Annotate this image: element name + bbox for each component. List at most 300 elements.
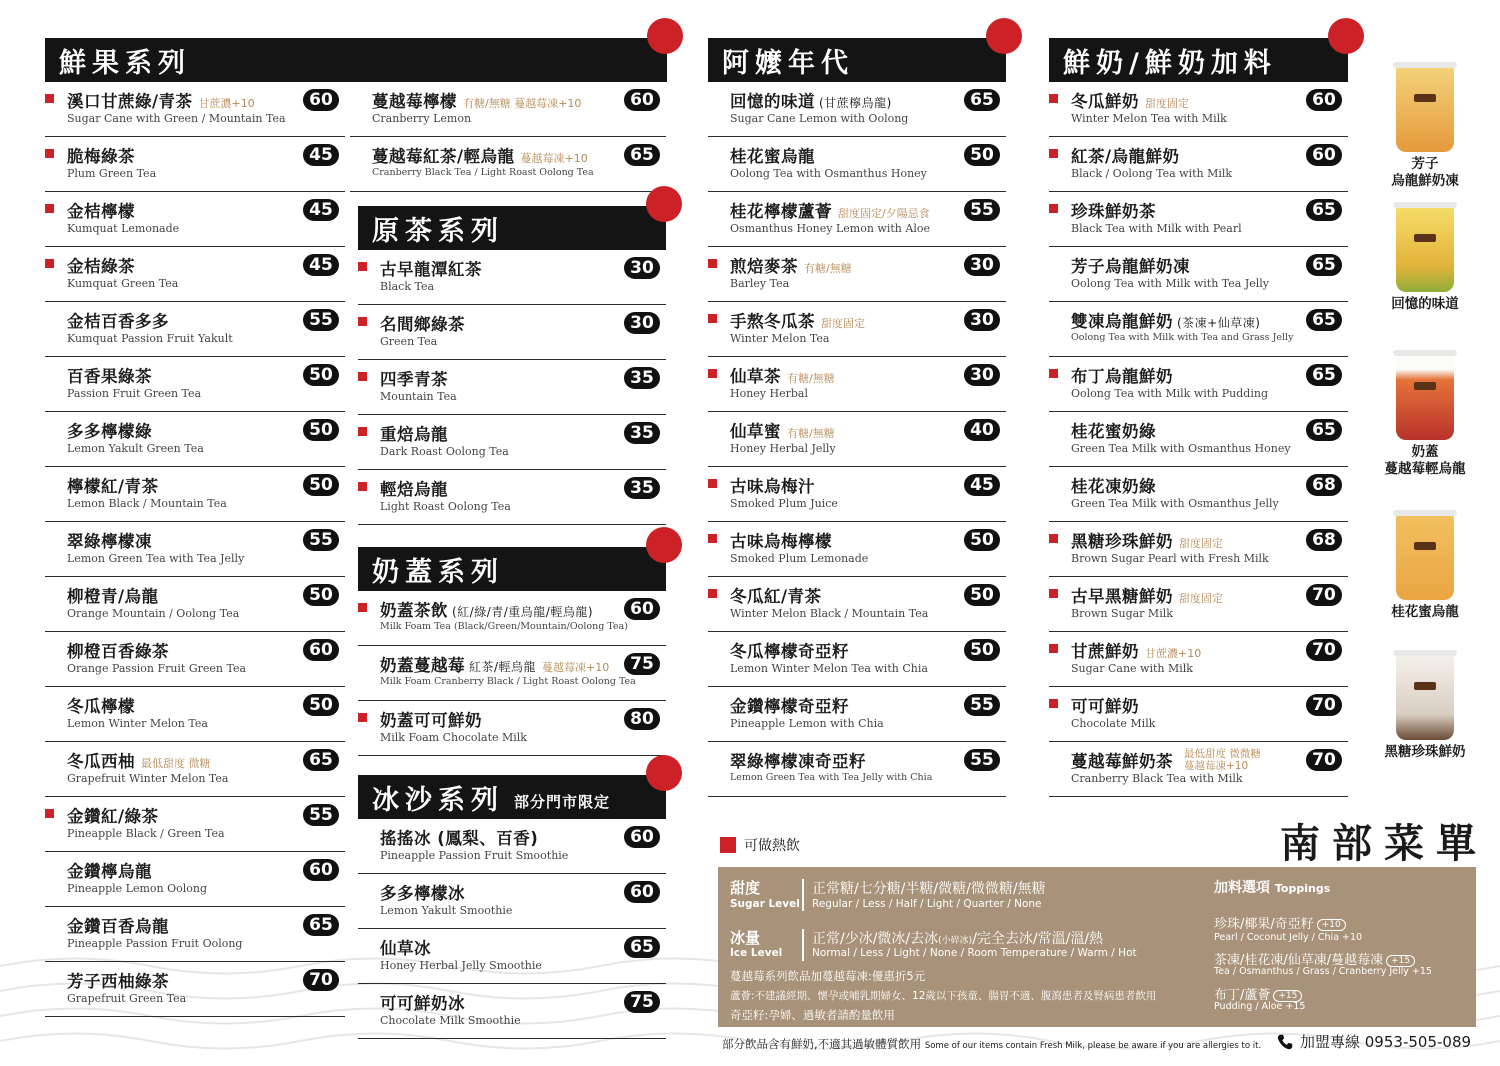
item-english-name: Dark Roast Oolong Tea [380, 445, 509, 458]
menu-item [45, 577, 345, 632]
menu-list [45, 82, 345, 1017]
item-price: 55 [303, 804, 339, 826]
menu-item [708, 522, 1006, 577]
hot-drink-marker [358, 317, 367, 326]
section-subtitle: 部分門市限定 [514, 792, 611, 811]
item-english-name: Lemon Winter Melon Tea [67, 717, 208, 730]
ice-options: 正常/少冰/微冰/去冰(小碎冰)/完全去冰/常溫/溫/熱 [812, 931, 1104, 947]
item-name-detail: (紅/綠/青/重烏龍/輕烏龍) [452, 605, 594, 619]
menu-item [708, 137, 1006, 192]
menu-item [45, 357, 345, 412]
item-name: 冬瓜檸檬奇亞籽 [730, 642, 849, 661]
item-note: 蔓越莓凍+10 [520, 152, 588, 165]
item-english-name: Green Tea [380, 335, 438, 348]
item-english-name: Black / Oolong Tea with Milk [1071, 167, 1233, 180]
hot-drink-marker [358, 372, 367, 381]
menu-item [350, 137, 666, 192]
item-price: 30 [624, 257, 660, 279]
item-name: 布丁烏龍鮮奶 [1071, 367, 1173, 386]
menu-item [358, 470, 666, 525]
item-name: 可可鮮奶冰 [380, 994, 465, 1013]
photo-card [1380, 66, 1470, 190]
item-name: 桂花檸檬蘆薈 甜度固定/夕陽忌食 [730, 202, 930, 221]
ice-options-en: Normal / Less / Light / None / Room Temperature / Warm / Hot [812, 947, 1137, 959]
menu-item [358, 305, 666, 360]
item-name: 桂花凍奶綠 [1071, 477, 1156, 496]
item-english-name: Winter Melon Tea with Milk [1071, 112, 1227, 125]
item-price: 50 [303, 364, 339, 386]
hot-drink-marker [45, 149, 54, 158]
item-price: 55 [303, 529, 339, 551]
item-price: 60 [1306, 144, 1342, 166]
item-name: 古味烏梅汁 [730, 477, 815, 496]
item-name: 金鑽百香烏龍 [67, 917, 169, 936]
menu-item [45, 797, 345, 852]
item-english-name: Milk Foam Chocolate Milk [380, 731, 527, 744]
item-price: 30 [624, 312, 660, 334]
red-sun-icon [646, 755, 682, 791]
item-english-name: Honey Herbal Jelly Smoothie [380, 959, 542, 972]
item-price: 75 [624, 991, 660, 1013]
item-price: 70 [1306, 639, 1342, 661]
item-english-name: Pineapple Passion Fruit Smoothie [380, 849, 569, 862]
item-name: 冬瓜鮮奶 甜度固定 [1071, 92, 1189, 111]
item-english-name: Oolong Tea with Milk with Pudding [1071, 387, 1268, 400]
item-price: 55 [964, 694, 1000, 716]
hot-drink-marker [45, 809, 54, 818]
item-price: 65 [624, 144, 660, 166]
section-milk-foam [358, 547, 666, 756]
item-english-name: Green Tea Milk with Osmanthus Honey [1071, 442, 1291, 455]
item-english-name: Lemon Yakult Green Tea [67, 442, 204, 455]
menu-item [1049, 357, 1348, 412]
item-price: 30 [964, 254, 1000, 276]
item-name: 手熬冬瓜茶 甜度固定 [730, 312, 865, 331]
menu-item [358, 819, 666, 874]
item-name: 芳子西柚綠茶 [67, 972, 169, 991]
menu-list [358, 250, 666, 525]
menu-list [358, 591, 666, 756]
menu-item [708, 467, 1006, 522]
drink-photo [1396, 354, 1454, 440]
item-english-name: Smoked Plum Juice [730, 497, 838, 510]
item-price: 35 [624, 477, 660, 499]
section-title: 鮮奶/鮮奶加料 [1063, 47, 1277, 79]
item-name: 多多檸檬綠 [67, 422, 152, 441]
item-english-name: Black Tea [380, 280, 435, 293]
sweet-options-en: Regular / Less / Half / Light / Quarter / None [812, 898, 1042, 910]
item-name: 仙草茶 有糖/無糖 [730, 367, 835, 386]
menu-item [358, 360, 666, 415]
item-name: 名間鄉綠茶 [380, 315, 465, 334]
item-price: 45 [303, 199, 339, 221]
hot-drink-marker [708, 589, 717, 598]
menu-item [1049, 137, 1348, 192]
item-price: 60 [303, 89, 339, 111]
item-price: 68 [1306, 529, 1342, 551]
item-name: 珍珠鮮奶茶 [1071, 202, 1156, 221]
section-header [45, 38, 667, 82]
item-price: 45 [964, 474, 1000, 496]
item-name: 金桔百香多多 [67, 312, 169, 331]
item-price: 70 [1306, 694, 1342, 716]
item-name: 仙草蜜 有糖/無糖 [730, 422, 835, 441]
item-name: 仙草冰 [380, 939, 431, 958]
item-english-name: Brown Sugar Pearl with Fresh Milk [1071, 552, 1269, 565]
hot-drink-marker [358, 262, 367, 271]
hot-drink-marker [708, 534, 717, 543]
item-name: 蔓越莓檸檬 有糖/無糖 蔓越莓凍+10 [372, 92, 582, 111]
section-header [1049, 38, 1348, 82]
menu-item [350, 82, 666, 137]
item-english-name: Oolong Tea with Milk with Tea and Grass Jelly [1071, 332, 1294, 343]
item-name: 桂花蜜奶綠 [1071, 422, 1156, 441]
chia-warning-note: 奇亞籽:孕婦、過敏者請酌量飲用 [730, 1008, 895, 1022]
sweet-label: 甜度 [730, 879, 761, 897]
item-price: 35 [624, 367, 660, 389]
section-header [358, 775, 666, 819]
hot-drink-marker [708, 259, 717, 268]
item-name: 紅茶/烏龍鮮奶 [1071, 147, 1180, 166]
item-price: 65 [1306, 309, 1342, 331]
ice-label: 冰量 [730, 929, 761, 947]
item-english-name: Pineapple Passion Fruit Oolong [67, 937, 243, 950]
item-name: 桂花蜜烏龍 [730, 147, 815, 166]
item-english-name: Winter Melon Black / Mountain Tea [730, 607, 929, 620]
item-name: 蔓越莓紅茶/輕烏龍 蔓越莓凍+10 [372, 147, 588, 166]
menu-item [45, 687, 345, 742]
item-price: 60 [624, 826, 660, 848]
item-english-name: Chocolate Milk Smoothie [380, 1014, 521, 1027]
item-name: 蔓越莓鮮奶茶 [1071, 752, 1173, 771]
menu-list [358, 819, 666, 1039]
hot-legend [720, 835, 800, 855]
item-name: 冬瓜檸檬 [67, 697, 135, 716]
item-name: 古早龍潭紅茶 [380, 260, 482, 279]
item-name-detail: 紅茶/輕烏龍 [469, 660, 537, 674]
item-name: 檸檬紅/青茶 [67, 477, 159, 496]
section-title: 冰沙系列 [372, 784, 504, 816]
red-sun-icon [1328, 18, 1364, 54]
item-name: 重焙烏龍 [380, 425, 448, 444]
section-title: 原茶系列 [372, 215, 504, 247]
menu-item [708, 577, 1006, 632]
divider [802, 929, 804, 961]
menu-item [1049, 302, 1348, 357]
menu-brand-title: 南部菜單 [1280, 821, 1488, 867]
item-name: 冬瓜紅/青茶 [730, 587, 822, 606]
hot-drink-marker [1049, 534, 1058, 543]
item-english-name: Mountain Tea [380, 390, 457, 403]
item-name: 四季青茶 [380, 370, 448, 389]
item-name: 冬瓜西柚 最低甜度 微糖 [67, 752, 211, 771]
item-note: 甘蔗濃+10 [198, 97, 255, 110]
item-english-name: Oolong Tea with Milk with Tea Jelly [1071, 277, 1269, 290]
photo-card [1380, 206, 1470, 313]
item-price: 50 [303, 419, 339, 441]
item-english-name: Sugar Cane with Milk [1071, 662, 1193, 675]
item-price: 50 [964, 529, 1000, 551]
item-price: 65 [1306, 419, 1342, 441]
item-name: 翠綠檸檬凍 [67, 532, 152, 551]
item-name: 金桔檸檬 [67, 202, 135, 221]
item-note: 有糖/無糖 [787, 372, 835, 385]
topping-row-3: 布丁/蘆薈 +15 [1214, 984, 1302, 1003]
item-note: 甘蔗濃+10 [1145, 647, 1202, 660]
photo-label: 芳子 烏龍鮮奶凍 [1391, 156, 1459, 189]
photo-label: 桂花蜜烏龍 [1391, 604, 1459, 620]
item-english-name: Lemon Yakult Smoothie [380, 904, 513, 917]
item-price: 80 [624, 708, 660, 730]
item-price: 70 [303, 969, 339, 991]
phone-icon [1276, 1033, 1294, 1051]
item-english-name: Cranberry Lemon [372, 112, 472, 125]
item-price: 60 [624, 881, 660, 903]
hot-drink-marker [1049, 204, 1058, 213]
item-english-name: Kumquat Passion Fruit Yakult [67, 332, 233, 345]
menu-list [350, 82, 666, 192]
item-english-name: Lemon Winter Melon Tea with Chia [730, 662, 928, 675]
item-name: 百香果綠茶 [67, 367, 152, 386]
section-header [358, 206, 666, 250]
topping-row-2-en: Tea / Osmanthus / Grass / Cranberry Jelly +15 [1214, 966, 1432, 977]
item-english-name: Sugar Cane Lemon with Oolong [730, 112, 909, 125]
menu-item [708, 302, 1006, 357]
menu-item [708, 192, 1006, 247]
hot-drink-marker [1049, 149, 1058, 158]
item-price: 50 [964, 584, 1000, 606]
menu-item [45, 302, 345, 357]
item-english-name: Cranberry Black Tea / Light Roast Oolong Tea [372, 167, 594, 178]
menu-item [45, 467, 345, 522]
drink-photo [1396, 654, 1454, 740]
item-price: 65 [1306, 364, 1342, 386]
item-english-name: Barley Tea [730, 277, 790, 290]
item-name: 金鑽紅/綠茶 [67, 807, 159, 826]
item-name-detail: (甘蔗檸烏龍) [819, 96, 892, 110]
item-english-name: Orange Mountain / Oolong Tea [67, 607, 240, 620]
menu-item [45, 962, 345, 1017]
menu-list [1049, 82, 1348, 797]
item-price: 65 [1306, 254, 1342, 276]
item-name: 脆梅綠茶 [67, 147, 135, 166]
hot-drink-marker [1049, 644, 1058, 653]
hot-drink-marker [1049, 94, 1058, 103]
item-name: 黑糖珍珠鮮奶 甜度固定 [1071, 532, 1223, 551]
hot-drink-marker [708, 314, 717, 323]
item-english-name: Plum Green Tea [67, 167, 157, 180]
item-price: 30 [964, 309, 1000, 331]
item-price: 35 [624, 422, 660, 444]
item-english-name: Smoked Plum Lemonade [730, 552, 869, 565]
section-title: 奶蓋系列 [372, 556, 504, 588]
item-english-name: Chocolate Milk [1071, 717, 1156, 730]
item-name: 甘蔗鮮奶 甘蔗濃+10 [1071, 642, 1202, 661]
menu-item [708, 687, 1006, 742]
item-price: 70 [1306, 584, 1342, 606]
item-note: 甜度固定 [821, 317, 865, 330]
item-price: 60 [303, 859, 339, 881]
item-price: 75 [624, 653, 660, 675]
item-name: 奶蓋茶飲 (紅/綠/青/重烏龍/輕烏龍) [380, 601, 594, 620]
item-note: 甜度固定 [1179, 537, 1223, 550]
cranberry-milk-note: 最低甜度 微微糖 蔓越莓凍+10 [1184, 748, 1261, 772]
menu-item [358, 701, 666, 756]
item-name: 搖搖冰 (鳳梨、百香) [380, 829, 539, 848]
item-name: 雙凍烏龍鮮奶 (茶凍+仙草凍) [1071, 312, 1261, 331]
item-name: 古味烏梅檸檬 [730, 532, 832, 551]
menu-item [45, 742, 345, 797]
drink-photo [1396, 66, 1454, 152]
cranberry-discount-note: 蔓越莓系列飲品加蔓越莓凍:優惠折5元 [730, 969, 926, 983]
menu-item [358, 874, 666, 929]
topping-row-1-en: Pearl / Coconut Jelly / Chia +10 [1214, 932, 1363, 943]
divider [802, 879, 804, 911]
item-name: 回憶的味道 (甘蔗檸烏龍) [730, 92, 892, 111]
item-price: 65 [303, 749, 339, 771]
item-name: 金鑽檸烏龍 [67, 862, 152, 881]
item-english-name: Kumquat Lemonade [67, 222, 180, 235]
photo-card [1380, 354, 1470, 478]
item-price: 60 [1306, 89, 1342, 111]
item-english-name: Light Roast Oolong Tea [380, 500, 511, 513]
sweet-options: 正常糖/七分糖/半糖/微糖/微微糖/無糖 [812, 881, 1046, 897]
menu-item [1049, 577, 1348, 632]
menu-item [358, 929, 666, 984]
section-fresh-fruit [45, 38, 345, 1017]
item-english-name: Oolong Tea with Osmanthus Honey [730, 167, 927, 180]
hot-drink-marker [708, 479, 717, 488]
item-price: 60 [624, 89, 660, 111]
item-english-name: Green Tea Milk with Osmanthus Jelly [1071, 497, 1279, 510]
item-note: 甜度固定 [1179, 592, 1223, 605]
menu-item [358, 415, 666, 470]
menu-item [45, 852, 345, 907]
item-english-name: Lemon Black / Mountain Tea [67, 497, 227, 510]
item-name: 古早黑糖鮮奶 甜度固定 [1071, 587, 1223, 606]
aloe-warning-note: 蘆薈:不建議經期、懷孕或哺乳期婦女、12歲以下孩童、腸胃不適、腹瀉患者及腎病患者飲用 [730, 990, 1157, 1002]
item-price: 65 [964, 89, 1000, 111]
menu-item [1049, 522, 1348, 577]
item-name: 可可鮮奶 [1071, 697, 1139, 716]
item-price: 60 [624, 598, 660, 620]
item-english-name: Osmanthus Honey Lemon with Aloe [730, 222, 930, 235]
item-name: 奶蓋可可鮮奶 [380, 711, 482, 730]
item-price: 68 [1306, 474, 1342, 496]
menu-item [1049, 192, 1348, 247]
item-english-name: Milk Foam Cranberry Black / Light Roast Oolong Tea [380, 676, 636, 687]
item-price: 65 [1306, 199, 1342, 221]
red-sun-icon [646, 527, 682, 563]
item-english-name: Kumquat Green Tea [67, 277, 179, 290]
item-name: 翠綠檸檬凍奇亞籽 [730, 752, 866, 771]
menu-item [1049, 632, 1348, 687]
menu-item [708, 247, 1006, 302]
drink-photo [1396, 206, 1454, 292]
topping-row-2: 茶凍/桂花凍/仙草凍/蔓越莓凍 +15 [1214, 949, 1415, 968]
red-sun-icon [646, 186, 682, 222]
menu-item [708, 357, 1006, 412]
toppings-title: 加料選項 Toppings [1214, 880, 1331, 896]
section-header [708, 38, 1006, 82]
hot-drink-marker [358, 427, 367, 436]
hot-drink-marker [45, 204, 54, 213]
item-price: 50 [303, 474, 339, 496]
item-english-name: Winter Melon Tea [730, 332, 830, 345]
item-price: 65 [303, 914, 339, 936]
franchise-phone: 加盟專線 0953-505-089 [1276, 1031, 1471, 1052]
menu-item [1049, 412, 1348, 467]
item-english-name: Brown Sugar Milk [1071, 607, 1173, 620]
item-name: 芳子烏龍鮮奶凍 [1071, 257, 1190, 276]
item-english-name: Sugar Cane with Green / Mountain Tea [67, 112, 286, 125]
ice-label-en: Ice Level [730, 947, 783, 959]
menu-item [708, 82, 1006, 137]
menu-item [358, 984, 666, 1039]
hot-drink-marker [358, 603, 367, 612]
topping-row-1: 珍珠/椰果/奇亞籽 +10 [1214, 913, 1346, 932]
item-english-name: Grapefruit Green Tea [67, 992, 187, 1005]
menu-item [45, 907, 345, 962]
item-name: 煎焙麥茶 有糖/無糖 [730, 257, 852, 276]
menu-item [358, 591, 666, 646]
item-english-name: Pineapple Lemon Oolong [67, 882, 208, 895]
info-box [718, 867, 1476, 1027]
hot-drink-marker [45, 259, 54, 268]
drink-photo [1396, 514, 1454, 600]
hot-drink-marker [708, 369, 717, 378]
item-english-name: Black Tea with Milk with Pearl [1071, 222, 1242, 235]
item-price: 65 [624, 936, 660, 958]
item-price: 50 [303, 694, 339, 716]
menu-list [708, 82, 1006, 797]
item-price: 50 [964, 144, 1000, 166]
topping-row-3-en: Pudding / Aloe +15 [1214, 1001, 1306, 1012]
item-price: 70 [1306, 749, 1342, 771]
item-price: 55 [964, 749, 1000, 771]
item-name: 金鑽檸檬奇亞籽 [730, 697, 849, 716]
item-note: 有糖/無糖 [787, 427, 835, 440]
item-note: 最低甜度 微糖 [141, 757, 211, 770]
hot-drink-marker [1049, 369, 1058, 378]
item-english-name: Lemon Green Tea with Tea Jelly with Chia [730, 772, 933, 783]
hot-drink-marker [358, 713, 367, 722]
hot-drink-marker [358, 482, 367, 491]
item-price: 30 [964, 364, 1000, 386]
item-english-name: Cranberry Black Tea with Milk [1071, 772, 1243, 785]
menu-item [45, 412, 345, 467]
menu-item [708, 632, 1006, 687]
section-cranberry [350, 82, 666, 192]
item-name: 柳橙百香綠茶 [67, 642, 169, 661]
menu-item [45, 192, 345, 247]
red-sun-icon [986, 18, 1022, 54]
item-price: 60 [303, 639, 339, 661]
red-sun-icon [647, 18, 683, 54]
menu-item [708, 742, 1006, 797]
section-title: 鮮果系列 [59, 47, 191, 79]
hot-drink-marker [1049, 699, 1058, 708]
item-english-name: Milk Foam Tea (Black/Green/Mountain/Oolong Tea) [380, 621, 628, 632]
menu-item [708, 412, 1006, 467]
item-note: 甜度固定/夕陽忌食 [838, 207, 930, 220]
item-price: 45 [303, 144, 339, 166]
item-note: 蔓越莓凍+10 [542, 661, 610, 674]
section-original-tea [358, 206, 666, 525]
item-note: 有糖/無糖 蔓越莓凍+10 [463, 97, 582, 110]
photo-label: 黑糖珍珠鮮奶 [1384, 744, 1466, 760]
item-price: 55 [303, 309, 339, 331]
